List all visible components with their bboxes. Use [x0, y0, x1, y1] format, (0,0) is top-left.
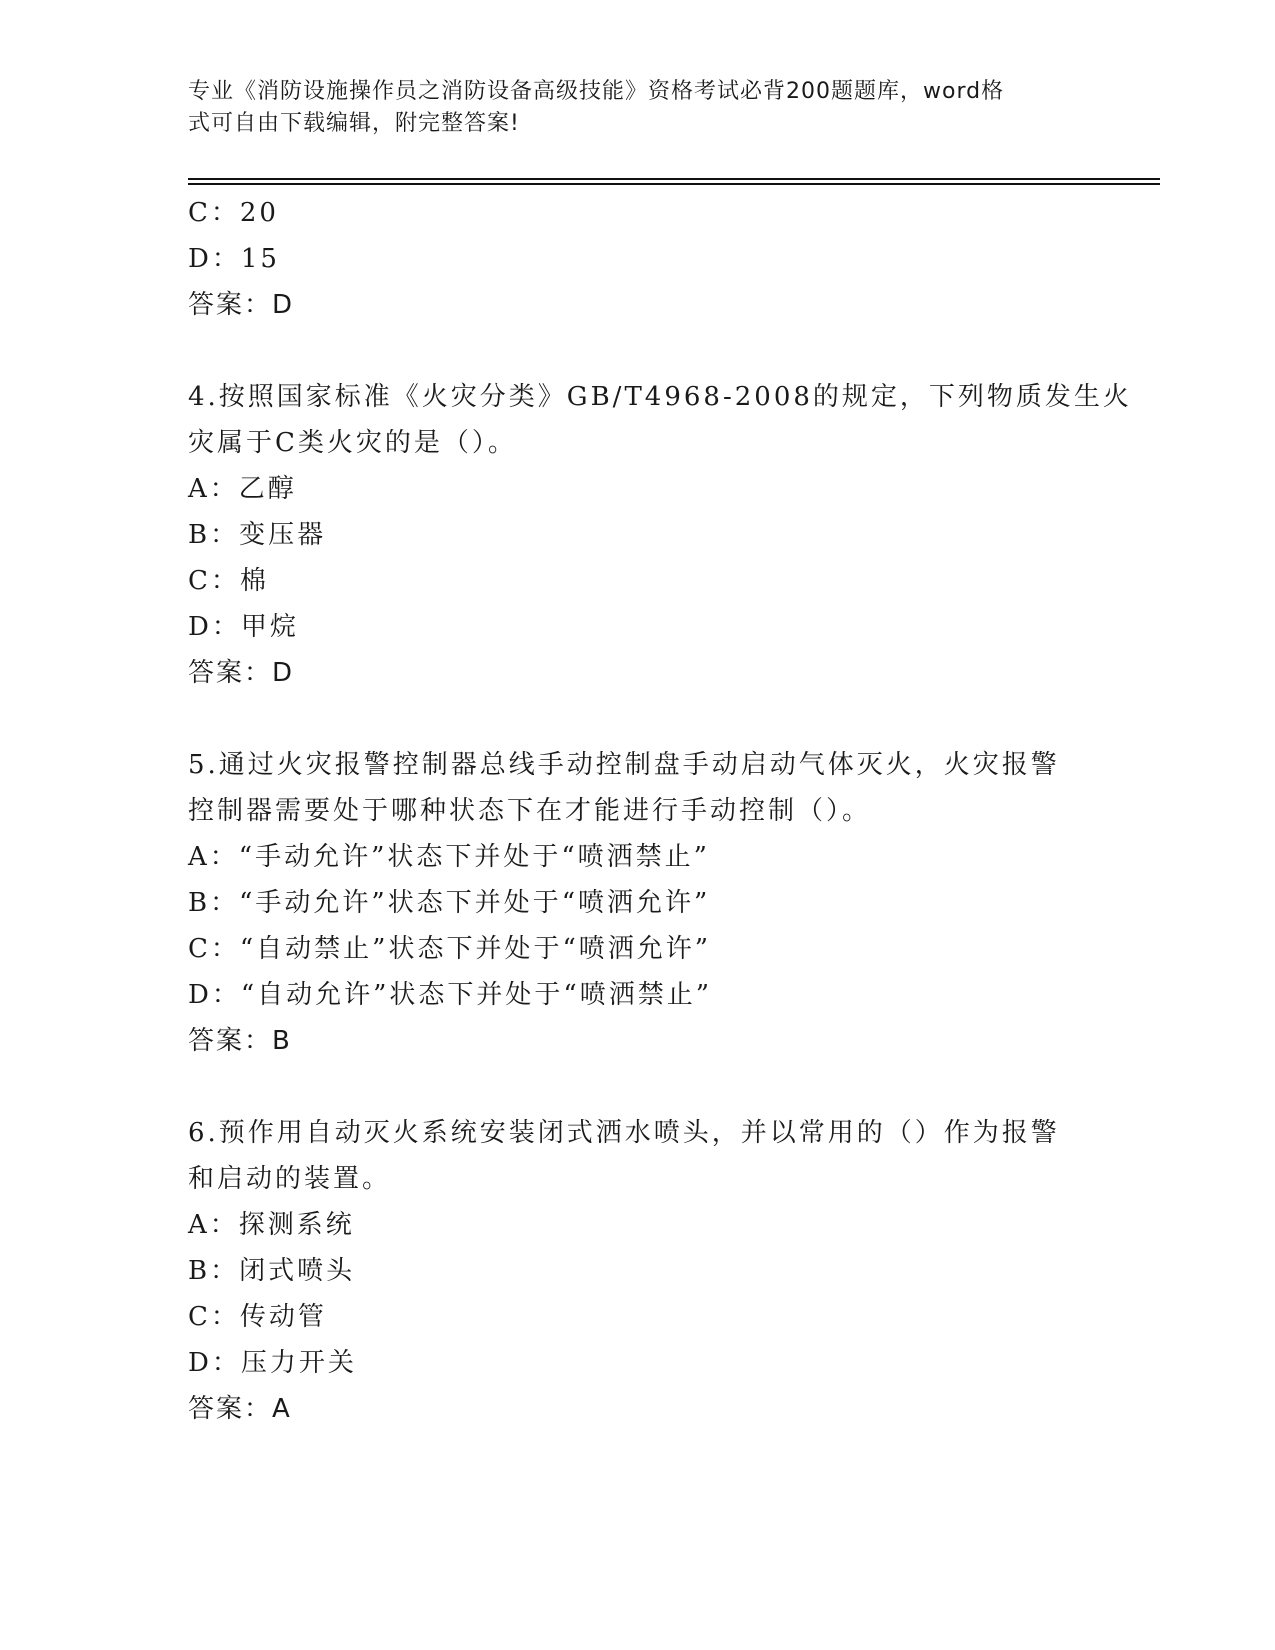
spacer: [188, 1064, 1088, 1110]
header-line-2: 式可自由下载编辑，附完整答案!: [188, 111, 520, 136]
document-body: [188, 190, 1132, 1432]
question-text-line-1: 6.预作用自动灭火系统安装闭式洒水喷头，并以常用的（）作为报警: [188, 1118, 1060, 1148]
option-b: B：“手动允许”状态下并处于“喷洒允许”: [188, 888, 711, 918]
spacer: [188, 328, 1088, 374]
option-c: C：棉: [188, 566, 269, 596]
answer: 答案：B: [188, 1026, 292, 1056]
option-d: D：15: [188, 244, 280, 274]
header-line-1: 专业《消防设施操作员之消防设备高级技能》资格考试必背200题题库，word格: [188, 79, 1005, 104]
answer: 答案：A: [188, 1394, 292, 1424]
spacer: [188, 696, 1088, 742]
question-text-line-1: 4.按照国家标准《火灾分类》GB/T4968-2008的规定，下列物质发生火: [188, 382, 1132, 412]
option-b: B：变压器: [188, 520, 327, 550]
option-a: A：探测系统: [188, 1210, 355, 1240]
option-d: D：压力开关: [188, 1348, 357, 1378]
question-3-partial: [188, 190, 1088, 328]
option-a: A：乙醇: [188, 474, 297, 504]
option-b: B：闭式喷头: [188, 1256, 356, 1286]
header-rule-bottom: [188, 183, 1160, 185]
header-rule-top: [188, 178, 1160, 180]
question-text-line-2: 灾属于C类火灾的是（）。: [188, 428, 517, 458]
option-d: D：“自动允许”状态下并处于“喷洒禁止”: [188, 980, 713, 1010]
question-text-line-1: 5.通过火灾报警控制器总线手动控制盘手动启动气体灭火，火灾报警: [188, 750, 1060, 780]
question-5: [188, 742, 1088, 1064]
answer: 答案：D: [188, 658, 295, 688]
option-a: A：“手动允许”状态下并处于“喷洒禁止”: [188, 842, 710, 872]
option-c: C：传动管: [188, 1302, 327, 1332]
question-text-line-2: 控制器需要处于哪种状态下在才能进行手动控制（）。: [188, 796, 872, 826]
answer: 答案：D: [188, 290, 295, 320]
document-header: [188, 76, 1068, 140]
question-text-line-2: 和启动的装置。: [188, 1164, 392, 1194]
question-6: [188, 1110, 1088, 1432]
question-4: [188, 374, 1132, 696]
option-c: C：20: [188, 198, 279, 228]
option-c: C：“自动禁止”状态下并处于“喷洒允许”: [188, 934, 712, 964]
option-d: D：甲烷: [188, 612, 299, 642]
